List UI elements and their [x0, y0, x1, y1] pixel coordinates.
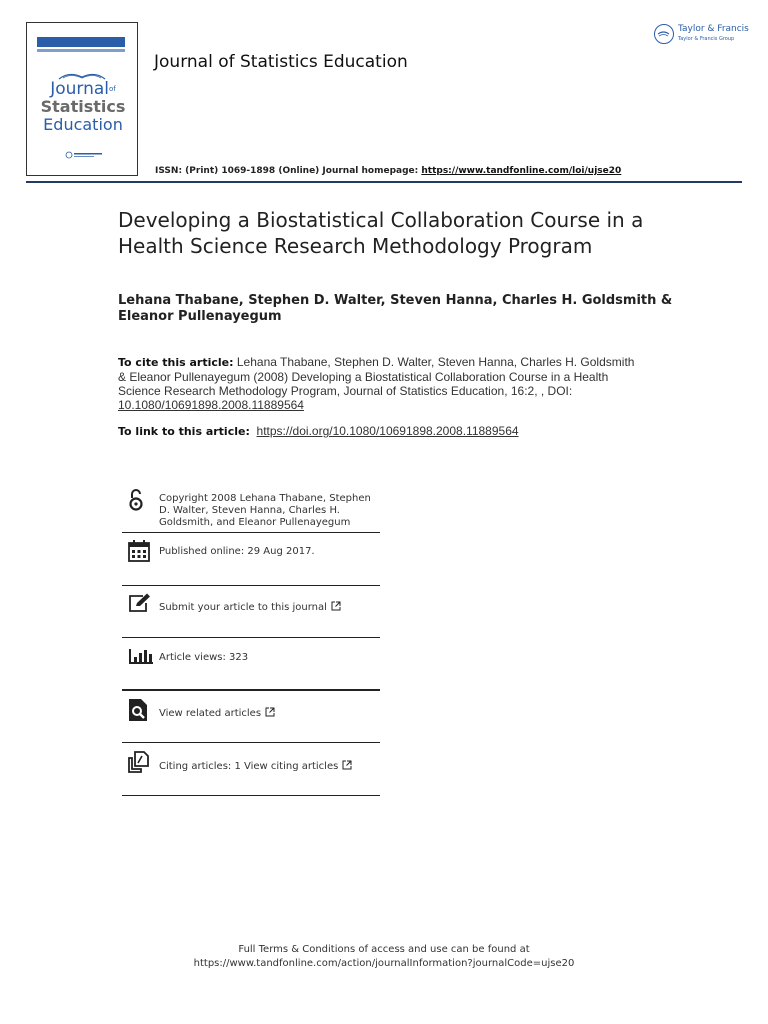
external-link-icon: [265, 707, 275, 717]
row-divider: [122, 689, 380, 691]
edit-icon: [128, 593, 152, 613]
related-articles-text: View related articles: [159, 708, 262, 719]
publisher-group: Taylor & Francis Group: [678, 36, 735, 42]
external-link-icon: [342, 760, 352, 770]
calendar-icon: [128, 540, 150, 562]
publisher-name: Taylor & Francis: [678, 24, 749, 34]
journal-title: Journal of Statistics Education: [154, 52, 408, 72]
row-divider: [122, 585, 380, 586]
row-divider: [122, 532, 380, 533]
citation-text: Lehana Thabane, Stephen D. Walter, Steven Hanna, Charles H. Goldsmith & Eleanor Pullenayegum (2008) Developing a Biostatistical Collaboration Course in a Health Science Research Methodology Program, Journal of Statistics Education, 16:2, , DOI:: [118, 355, 635, 398]
footer-terms-link[interactable]: https://www.tandfonline.com/action/journalInformation?journalCode=ujse20: [193, 958, 575, 969]
taylor-francis-circle-icon: [654, 24, 674, 44]
header-rule: [26, 181, 742, 183]
row-divider: [122, 795, 380, 796]
copyright-row: [122, 486, 380, 534]
submit-row[interactable]: [122, 590, 380, 639]
row-divider: [122, 637, 380, 638]
journal-cover: [26, 22, 138, 176]
submit-article-text: Submit your article to this journal: [159, 602, 327, 613]
taylor-francis-logo[interactable]: [654, 22, 749, 46]
related-row[interactable]: [122, 694, 380, 744]
cover-band-thin: [37, 49, 125, 52]
published-text: Published online: 29 Aug 2017.: [159, 546, 315, 557]
citing-articles-text: Citing articles: 1 View citing articles: [159, 761, 339, 772]
citing-row[interactable]: [122, 746, 380, 797]
published-row: [122, 537, 380, 587]
copyright-text: Copyright 2008 Lehana Thabane, Stephen D. Walter, Steven Hanna, Charles H. Goldsmith, and Eleanor Pullenayegum: [159, 493, 371, 528]
citation-doi-link[interactable]: 10.1080/10691898.2008.11889564: [118, 398, 304, 412]
citing-articles-link[interactable]: [159, 760, 352, 773]
citing-articles-icon: [128, 751, 152, 773]
issn-line: [155, 166, 621, 176]
footer: [0, 943, 768, 971]
link-label: To link to this article:: [118, 425, 250, 438]
external-link-icon: [331, 601, 341, 611]
cover-title-education: Education: [43, 115, 123, 134]
views-row: [122, 640, 380, 691]
row-divider: [122, 742, 380, 743]
publisher-mini-logo: [65, 151, 105, 159]
related-articles-link[interactable]: [159, 707, 275, 720]
article-doi-link[interactable]: https://doi.org/10.1080/10691898.2008.11889564: [256, 424, 519, 438]
footer-terms-text: Full Terms & Conditions of access and use can be found at: [238, 944, 530, 955]
journal-homepage-link[interactable]: https://www.tandfonline.com/loi/ujse20: [421, 166, 622, 176]
cover-band: [37, 37, 125, 47]
article-title: Developing a Biostatistical Collaboration Course in a Health Science Research Methodology Program: [118, 208, 644, 258]
article-authors: Lehana Thabane, Stephen D. Walter, Steven Hanna, Charles H. Goldsmith & Eleanor Pullenayegum: [118, 293, 673, 324]
cover-title-statistics: Statistics: [40, 97, 126, 116]
cover-title-journal: Journal$^{of}$: [50, 79, 116, 99]
issn-text: ISSN: (Print) 1069-1898 (Online) Journal homepage:: [155, 166, 422, 176]
open-access-icon: [128, 488, 144, 512]
related-articles-search-icon: [128, 698, 148, 722]
article-link-line: [118, 424, 519, 438]
bar-chart-icon: [128, 647, 154, 665]
article-views-text: Article views: 323: [159, 652, 249, 663]
submit-article-link[interactable]: [159, 601, 341, 614]
citation-block: [118, 355, 638, 412]
citation-label: To cite this article:: [118, 356, 234, 369]
